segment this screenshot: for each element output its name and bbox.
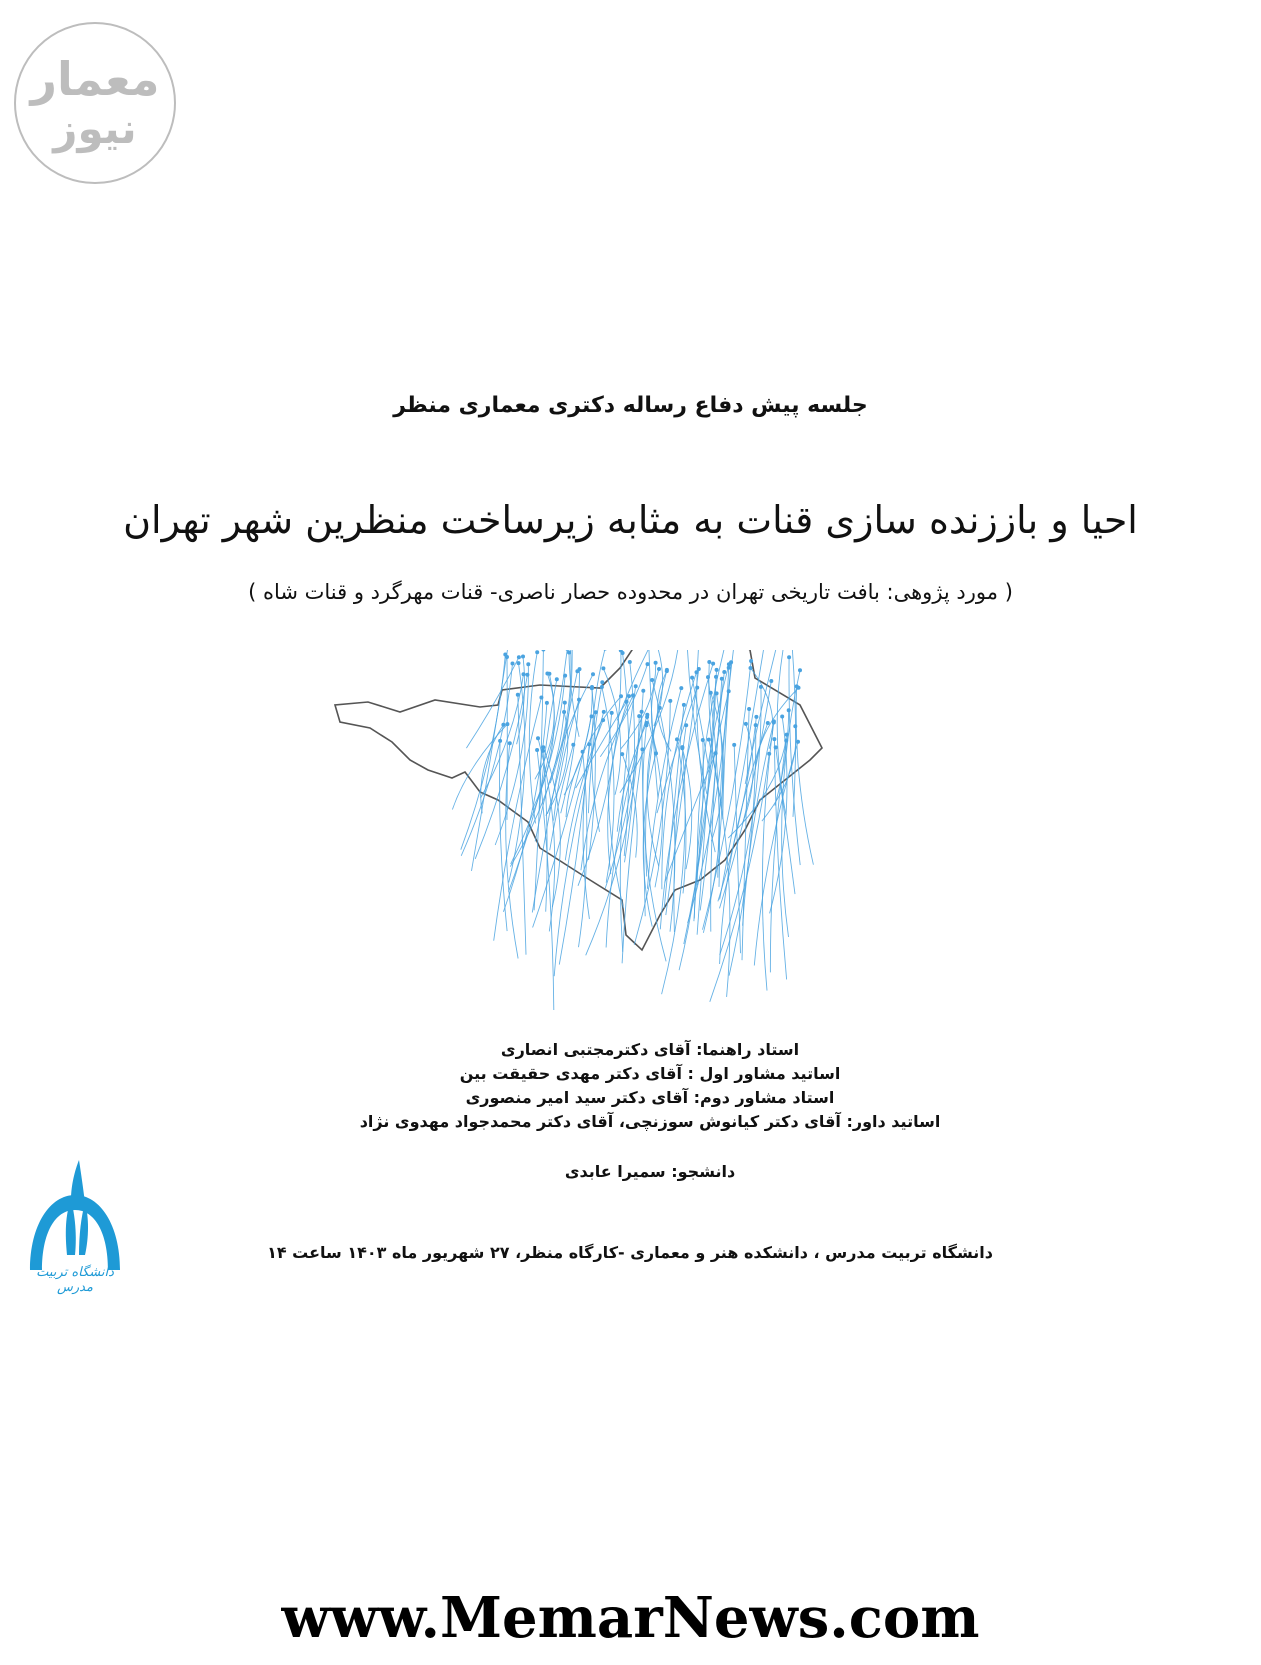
qanat-well bbox=[654, 751, 658, 755]
qanat-well bbox=[657, 667, 661, 671]
qanat-well bbox=[714, 751, 718, 755]
qanat-well bbox=[645, 713, 649, 717]
qanat-well bbox=[600, 680, 604, 684]
qanat-well bbox=[602, 710, 606, 714]
qanat-well bbox=[628, 660, 632, 664]
qanat-well bbox=[793, 724, 797, 728]
qanat-well bbox=[634, 684, 638, 688]
university-logo-text: دانشگاه تربیت مدرس bbox=[36, 1265, 114, 1295]
qanat-well bbox=[526, 662, 530, 666]
qanat-well bbox=[772, 719, 776, 723]
qanat-well bbox=[722, 670, 726, 674]
qanat-well bbox=[631, 693, 635, 697]
qanat-line bbox=[461, 655, 506, 850]
qanat-well bbox=[787, 655, 791, 659]
referees-line: اساتید داور: آقای دکتر کیانوش سوزنچی، آقای دکتر محمدجواد مهدوی نژاد bbox=[359, 1112, 941, 1131]
watermark-line1: معمار bbox=[30, 52, 160, 106]
qanat-line bbox=[782, 670, 800, 937]
qanat-line bbox=[475, 675, 527, 859]
qanat-well bbox=[601, 666, 605, 670]
qanat-well bbox=[769, 679, 773, 683]
qanat-well bbox=[637, 714, 641, 718]
qanat-line bbox=[792, 650, 795, 817]
qanat-well bbox=[680, 746, 684, 750]
qanat-well bbox=[517, 655, 521, 659]
qanat-well bbox=[594, 710, 598, 714]
session-title: جلسه پیش دفاع رساله دکتری معماری منظر bbox=[393, 393, 868, 418]
qanat-well bbox=[732, 743, 736, 747]
qanat-well bbox=[571, 743, 575, 747]
qanat-well bbox=[707, 660, 711, 664]
qanat-well bbox=[621, 651, 625, 655]
qanat-well bbox=[555, 677, 559, 681]
qanat-well bbox=[665, 668, 669, 672]
qanat-well bbox=[508, 741, 512, 745]
university-logo-icon bbox=[25, 1155, 125, 1275]
qanat-line bbox=[529, 652, 537, 823]
qanat-well bbox=[535, 748, 539, 752]
qanat-well bbox=[567, 651, 571, 655]
watermark-logo bbox=[14, 22, 176, 184]
qanat-well bbox=[709, 691, 713, 695]
thesis-title: احیا و باززنده سازی قنات به مثابه زیرساخت منظرین شهر تهران bbox=[123, 498, 1138, 542]
qanat-line bbox=[774, 739, 786, 979]
qanat-well bbox=[749, 666, 753, 670]
qanat-well bbox=[679, 686, 683, 690]
website-url[interactable]: www.MemarNews.com bbox=[281, 1585, 980, 1651]
qanat-well bbox=[610, 711, 614, 715]
qanat-well bbox=[690, 676, 694, 680]
second-advisor-line: استاد مشاور دوم: آقای دکتر سید امیر منصوری bbox=[465, 1088, 835, 1107]
qanat-well bbox=[749, 659, 753, 663]
qanat-well bbox=[766, 721, 770, 725]
qanat-well bbox=[535, 650, 539, 654]
qanat-well bbox=[603, 650, 607, 651]
qanat-well bbox=[650, 678, 654, 682]
qanat-well bbox=[675, 737, 679, 741]
qanat-well bbox=[620, 752, 624, 756]
qanat-well bbox=[767, 752, 771, 756]
qanat-well bbox=[563, 701, 567, 705]
qanat-well bbox=[715, 668, 719, 672]
qanat-well bbox=[729, 660, 733, 664]
qanat-well bbox=[590, 686, 594, 690]
qanat-well bbox=[682, 703, 686, 707]
first-advisor-line: اساتید مشاور اول : آقای دکتر مهدی حقیقت بین bbox=[459, 1064, 841, 1083]
qanat-well bbox=[646, 662, 650, 666]
committee-block bbox=[300, 1038, 1000, 1134]
qanat-lines bbox=[452, 650, 813, 1010]
qanat-well bbox=[668, 699, 672, 703]
qanat-line bbox=[466, 657, 519, 748]
qanat-well bbox=[503, 653, 507, 657]
qanat-well bbox=[591, 672, 595, 676]
qanat-well bbox=[522, 672, 526, 676]
qanat-well bbox=[516, 693, 520, 697]
qanat-well bbox=[536, 736, 540, 740]
qanat-well bbox=[759, 685, 763, 689]
supervisor-line: استاد راهنما: آقای دکترمجتبی انصاری bbox=[500, 1040, 800, 1059]
qanat-well bbox=[511, 662, 515, 666]
qanat-well bbox=[744, 722, 748, 726]
qanat-line bbox=[720, 723, 768, 964]
qanat-well bbox=[545, 701, 549, 705]
qanat-well bbox=[654, 661, 658, 665]
qanat-well bbox=[772, 737, 776, 741]
qanat-well bbox=[541, 650, 545, 652]
qanat-well bbox=[711, 662, 715, 666]
qanat-well bbox=[747, 707, 751, 711]
qanat-map bbox=[330, 650, 890, 1020]
qanat-well bbox=[563, 674, 567, 678]
student-line: دانشجو: سمیرا عابدی bbox=[564, 1162, 736, 1181]
qanat-well bbox=[798, 668, 802, 672]
qanat-well bbox=[695, 686, 699, 690]
qanat-well bbox=[780, 715, 784, 719]
qanat-well bbox=[545, 672, 549, 676]
qanat-well bbox=[578, 667, 582, 671]
qanat-well bbox=[645, 721, 649, 725]
watermark-line2: نیوز bbox=[53, 104, 137, 153]
qanat-well bbox=[640, 710, 644, 714]
qanat-well bbox=[517, 661, 521, 665]
qanat-well bbox=[619, 694, 623, 698]
qanat-well bbox=[787, 708, 791, 712]
qanat-well bbox=[600, 685, 604, 689]
qanat-well bbox=[641, 689, 645, 693]
qanat-well bbox=[539, 696, 543, 700]
qanat-well bbox=[707, 738, 711, 742]
qanat-well bbox=[697, 667, 701, 671]
qanat-line bbox=[603, 668, 620, 794]
footer-info: دانشگاه تربیت مدرس ، دانشکده هنر و معماری -کارگاه منظر، ۲۷ شهریور ماه ۱۴۰۳ ساعت ۱۴ bbox=[267, 1243, 993, 1262]
qanat-well bbox=[521, 655, 525, 659]
qanat-well bbox=[754, 715, 758, 719]
case-study-subtitle: ( مورد پژوهی: بافت تاریخی تهران در محدوده حصار ناصری- قنات مهرگرد و قنات شاه ) bbox=[248, 580, 1013, 604]
qanat-well bbox=[498, 739, 502, 743]
qanat-well bbox=[727, 666, 731, 670]
